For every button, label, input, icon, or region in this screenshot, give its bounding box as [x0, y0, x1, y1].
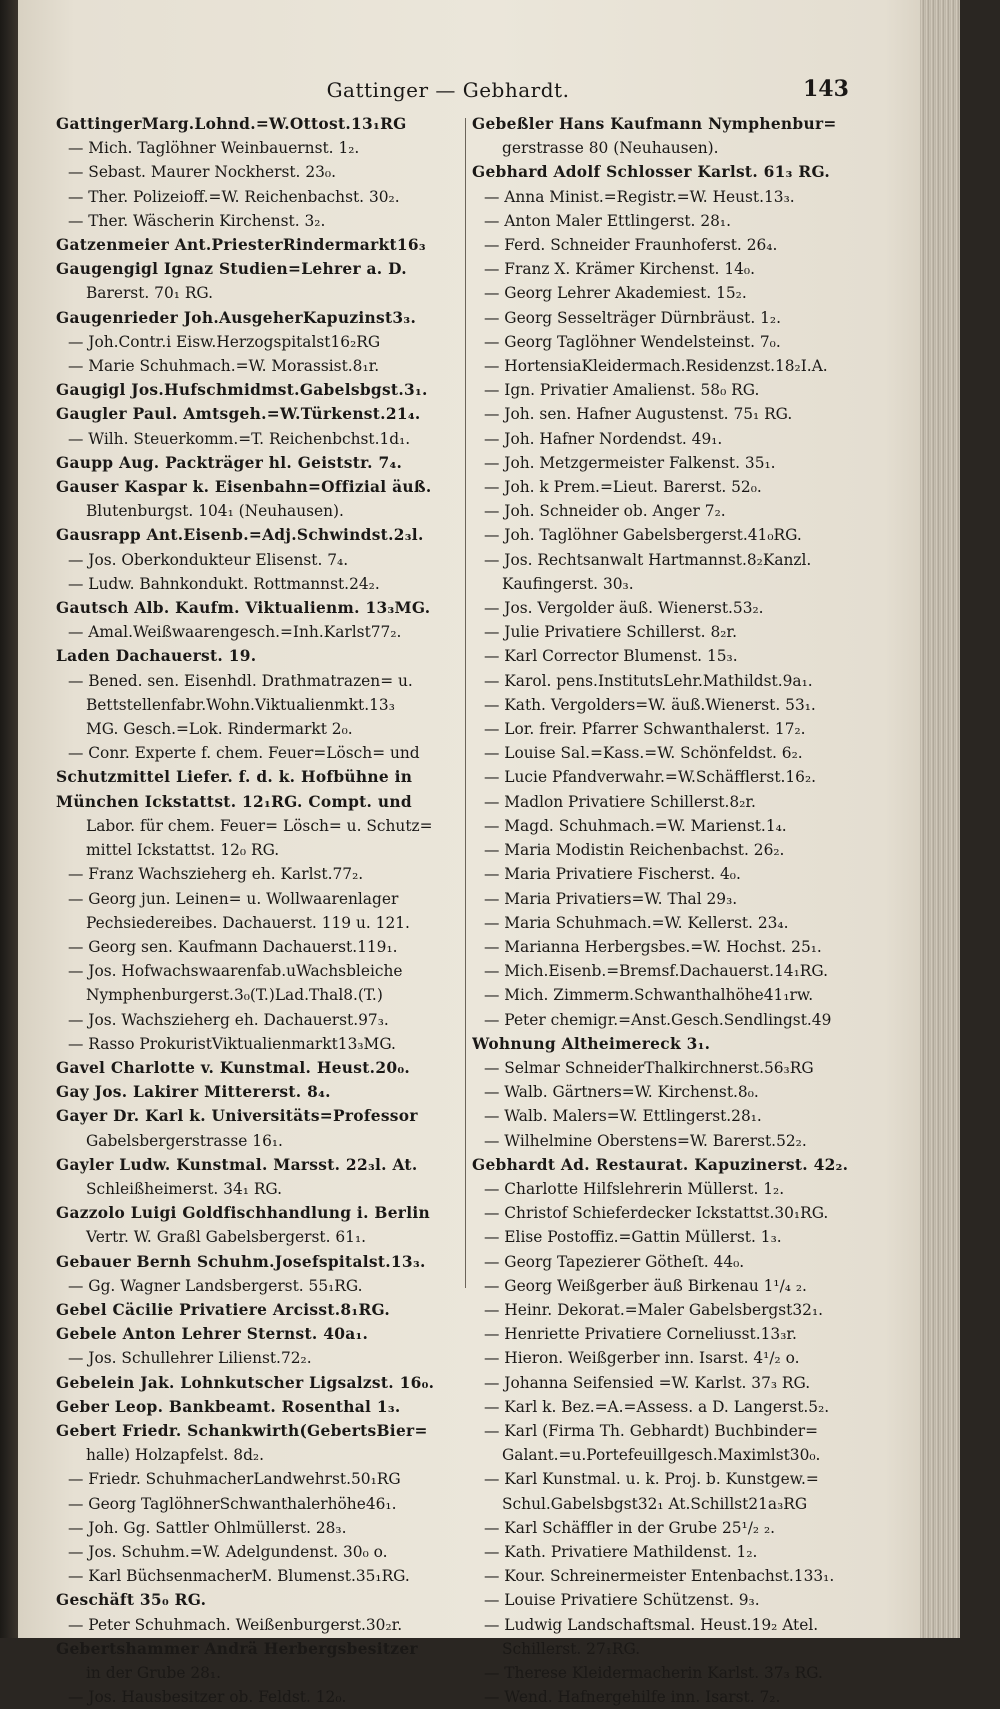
directory-entry: — Joh. Gg. Sattler Ohlmüllerst. 28₃.	[68, 1518, 347, 1537]
directory-entry: — Ludwig Landschaftsmal. Heust.19₂ Atel.	[484, 1615, 819, 1634]
directory-entry: gerstrasse 80 (Neuhausen).	[502, 139, 719, 158]
scan-margin	[0, 0, 18, 1638]
directory-entry: — Karl Schäffler in der Grube 25¹/₂ ₂.	[484, 1518, 776, 1537]
directory-entry: — Jos. Hofwachswaarenfab.uWachsbleiche	[68, 962, 403, 981]
directory-entry: — Ther. Polizeioff.=W. Reichenbachst. 30₂.	[68, 187, 400, 206]
directory-entry: — Peter Schuhmach. Weißenburgerst.30₂r.	[68, 1615, 403, 1634]
directory-entry: München Ickstattst. 12₁RG. Compt. und	[56, 792, 412, 811]
directory-entry: — Georg Weißgerber äuß Birkenau 1¹/₄ ₂.	[484, 1276, 807, 1295]
directory-entry: — Marianna Herbergsbes.=W. Hochst. 25₁.	[484, 937, 822, 956]
directory-entry: — Jos. Hausbesitzer ob. Feldst. 12₀.	[68, 1688, 347, 1707]
directory-entry: — Walb. Malers=W. Ettlingerst.28₁.	[484, 1107, 762, 1126]
directory-entry: Gayler Ludw. Kunstmal. Marsst. 22₃l. At.	[56, 1155, 418, 1174]
directory-entry: — Joh. k Prem.=Lieut. Barerst. 52₀.	[484, 478, 762, 497]
directory-entry: — Karol. pens.InstitutsLehr.Mathildst.9a₁.	[484, 671, 813, 690]
directory-entry: Gebauer Bernh Schuhm.Josefspitalst.13₃.	[56, 1252, 426, 1271]
directory-entry: — Georg Tapezierer Götheſt. 44₀.	[484, 1252, 745, 1271]
directory-entry: Gausrapp Ant.Eisenb.=Adj.Schwindst.2₃l.	[56, 526, 424, 545]
directory-entry: — Magd. Schuhmach.=W. Marienst.1₄.	[484, 816, 787, 835]
directory-entry: — Joh. Hafner Nordendst. 49₁.	[484, 429, 723, 448]
directory-entry: — Louise Sal.=Kass.=W. Schönfeldst. 6₂.	[484, 744, 803, 763]
directory-entry: — Kour. Schreinermeister Entenbachst.133₁.	[484, 1567, 835, 1586]
directory-entry: Schutzmittel Liefer. f. d. k. Hofbühne in	[56, 768, 413, 787]
directory-entry: — Jos. Schullehrer Lilienst.72₂.	[68, 1349, 312, 1368]
directory-entry: Gaugenrieder Joh.AusgeherKapuzinst3₃.	[56, 308, 417, 327]
directory-entry: — Maria Modistin Reichenbachst. 26₂.	[484, 841, 785, 860]
page-edge	[920, 0, 960, 1638]
directory-entry: Nymphenburgerst.3₀(T.)Lad.Thal8.(T.)	[86, 986, 383, 1005]
directory-entry: Gaugigl Jos.Hufschmidmst.Gabelsbgst.3₁.	[56, 381, 428, 400]
directory-entry: — Ther. Wäscherin Kirchenst. 3₂.	[68, 211, 326, 230]
directory-entry: Schillerst. 27₁RG.	[502, 1639, 641, 1658]
directory-entry: — Jos. Schuhm.=W. Adelgundenst. 30₀ o.	[68, 1542, 388, 1561]
directory-entry: — Selmar SchneiderThalkirchnerst.56₃RG	[484, 1058, 814, 1077]
directory-entry: — Maria Schuhmach.=W. Kellerst. 23₄.	[484, 913, 789, 932]
directory-entry: Gebhardt Ad. Restaurat. Kapuzinerst. 42₂.	[472, 1155, 849, 1174]
directory-entry: — Karl (Firma Th. Gebhardt) Buchbinder=	[484, 1421, 819, 1440]
directory-entry: — Franz X. Krämer Kirchenst. 14₀.	[484, 260, 755, 279]
directory-entry: — Joh. Taglöhner Gabelsbergerst.41₀RG.	[484, 526, 802, 545]
directory-entry: — Therese Kleidermacherin Karlst. 37₃ RG.	[484, 1664, 823, 1682]
directory-entry: — Maria Privatiere Fischerst. 4₀.	[484, 865, 741, 884]
directory-entry: — Johanna Seifensied =W. Karlst. 37₃ RG.	[484, 1373, 811, 1392]
directory-entry: — Lucie Pfandverwahr.=W.Schäfflerst.16₂.	[484, 768, 817, 787]
directory-entry: Kaufingerst. 30₃.	[502, 574, 634, 593]
directory-entry: — Friedr. SchuhmacherLandwehrst.50₁RG	[68, 1470, 401, 1489]
directory-entry: — Maria Privatiers=W. Thal 29₃.	[484, 889, 738, 908]
directory-entry: Gaupp Aug. Packträger hl. Geiststr. 7₄.	[56, 453, 403, 472]
directory-entry: — Bened. sen. Eisenhdl. Drathmatrazen= u.	[68, 671, 413, 690]
directory-entry: — Sebast. Maurer Nockherst. 23₀.	[68, 163, 336, 182]
directory-entry: — Julie Privatiere Schillerst. 8₂r.	[484, 623, 737, 642]
directory-entry: — Rasso ProkuristViktualienmarkt13₃MG.	[68, 1034, 396, 1053]
directory-entry: — HortensiaKleidermach.Residenzst.18₂I.A.	[484, 357, 828, 376]
directory-entry: mittel Ickstattst. 12₀ RG.	[86, 841, 280, 860]
directory-entry: — Kath. Privatiere Mathildenst. 1₂.	[484, 1542, 758, 1561]
directory-entry: — Ign. Privatier Amalienst. 58₀ RG.	[484, 381, 760, 400]
directory-entry: — Lor. freir. Pfarrer Schwanthalerst. 17₂.	[484, 720, 806, 739]
running-head: Gattinger — Gebhardt.	[326, 78, 570, 102]
directory-entry: — Conr. Experte f. chem. Feuer=Lösch= und	[68, 744, 420, 763]
page-number: 143	[803, 76, 849, 102]
directory-entry: Gebelein Jak. Lohnkutscher Ligsalzst. 16₀.	[56, 1373, 435, 1392]
directory-entry: — Mich.Eisenb.=Bremsf.Dachauerst.14₁RG.	[484, 962, 828, 981]
directory-entry: — Karl Kunstmal. u. k. Proj. b. Kunstgew.=	[484, 1470, 819, 1489]
directory-entry: Geber Leop. Bankbeamt. Rosenthal 1₃.	[56, 1397, 401, 1416]
directory-entry: — Heinr. Dekorat.=Maler Gabelsbergst32₁.	[484, 1300, 824, 1319]
directory-entry: Gaugler Paul. Amtsgeh.=W.Türkenst.21₄.	[56, 405, 421, 424]
directory-entry: — Georg Sesselträger Dürnbräust. 1₂.	[484, 308, 781, 327]
right-column	[472, 112, 862, 1709]
directory-entry: — Mich. Taglöhner Weinbauernst. 1₂.	[68, 139, 360, 158]
directory-entry: Gayer Dr. Karl k. Universitäts=Professor	[56, 1107, 418, 1126]
directory-entry: Gatzenmeier Ant.PriesterRindermarkt16₃	[56, 236, 426, 255]
directory-entry: — Karl Corrector Blumenst. 15₃.	[484, 647, 738, 666]
directory-entry: — Gg. Wagner Landsbergerst. 55₁RG.	[68, 1276, 363, 1295]
directory-entry: Gebhard Adolf Schlosser Karlst. 61₃ RG.	[472, 163, 831, 182]
directory-entry: — Joh. sen. Hafner Augustenst. 75₁ RG.	[484, 405, 793, 424]
directory-entry: — Amal.Weißwaarengesch.=Inh.Karlst77₂.	[68, 623, 402, 642]
directory-entry: Schleißheimerst. 34₁ RG.	[86, 1179, 283, 1198]
directory-page	[18, 0, 960, 1707]
directory-entry: Gebert Friedr. Schankwirth(GebertsBier=	[56, 1421, 428, 1440]
directory-entry: Gay Jos. Lakirer Mittererst. 8₄.	[56, 1083, 331, 1102]
directory-entry: — Wend. Hafnergehilfe inn. Isarst. 7₂.	[484, 1688, 781, 1707]
directory-entry: — Georg Lehrer Akademiest. 15₂.	[484, 284, 747, 303]
directory-entry: — Franz Wachszieherg eh. Karlst.77₂.	[68, 865, 364, 884]
directory-entry: — Marie Schuhmach.=W. Morassist.8₁r.	[68, 357, 380, 376]
directory-entry: — Joh. Schneider ob. Anger 7₂.	[484, 502, 726, 521]
directory-entry: Labor. für chem. Feuer= Lösch= u. Schutz=	[86, 816, 433, 835]
directory-entry: Galant.=u.Portefeuillgesch.Maximlst30₀.	[502, 1446, 821, 1465]
directory-entry: — Charlotte Hilfslehrerin Müllerst. 1₂.	[484, 1179, 785, 1198]
directory-entry: Gebeßler Hans Kaufmann Nymphenbur=	[472, 115, 837, 133]
directory-entry: — Walb. Gärtners=W. Kirchenst.8₀.	[484, 1083, 759, 1102]
directory-entry: Wohnung Altheimereck 3₁.	[472, 1034, 711, 1053]
directory-entry: Blutenburgst. 104₁ (Neuhausen).	[86, 502, 344, 521]
directory-entry: Gautsch Alb. Kaufm. Viktualienm. 13₃MG.	[56, 599, 431, 618]
directory-entry: GattingerMarg.Lohnd.=W.Ottost.13₁RG	[56, 115, 407, 133]
directory-entry: Geschäft 35₀ RG.	[56, 1591, 207, 1610]
directory-entry: — Wilh. Steuerkomm.=T. Reichenbchst.1d₁.	[68, 429, 411, 448]
directory-entry: — Anna Minist.=Registr.=W. Heust.13₃.	[484, 187, 795, 206]
directory-entry: — Anton Maler Ettlingerst. 28₁.	[484, 211, 731, 230]
directory-entry: Gebel Cäcilie Privatiere Arcisst.8₁RG.	[56, 1300, 391, 1319]
directory-entry: Gebele Anton Lehrer Sternst. 40a₁.	[56, 1325, 369, 1344]
directory-entry: — Georg jun. Leinen= u. Wollwaarenlager	[68, 889, 399, 908]
directory-entry: — Karl k. Bez.=A.=Assess. a D. Langerst.5₂.	[484, 1397, 830, 1416]
directory-entry: — Jos. Vergolder äuß. Wienerst.53₂.	[484, 599, 764, 618]
directory-entry: Gazzolo Luigi Goldfischhandlung i. Berlin	[56, 1204, 430, 1223]
directory-entry: — Jos. Wachszieherg eh. Dachauerst.97₃.	[68, 1010, 389, 1029]
directory-entry: halle) Holzapfelst. 8d₂.	[86, 1446, 264, 1465]
directory-entry: — Henriette Privatiere Corneliusst.13₃r.	[484, 1325, 797, 1344]
directory-entry: — Christof Schieferdecker Ickstattst.30₁RG.	[484, 1204, 829, 1223]
directory-entry: — Elise Postoffiz.=Gattin Müllerst. 1₃.	[484, 1228, 782, 1247]
directory-entry: Gabelsbergerstrasse 16₁.	[86, 1131, 283, 1150]
directory-entry: Gauser Kaspar k. Eisenbahn=Offizial äuß.	[56, 478, 432, 497]
directory-entry: — Madlon Privatiere Schillerst.8₂r.	[484, 792, 756, 811]
directory-entry: — Georg TaglöhnerSchwanthalerhöhe46₁.	[68, 1494, 397, 1513]
directory-entry: — Jos. Rechtsanwalt Hartmannst.8₂Kanzl.	[484, 550, 812, 569]
directory-entry: — Peter chemigr.=Anst.Gesch.Sendlingst.49	[484, 1010, 832, 1029]
left-column	[56, 112, 466, 1709]
directory-entry: — Jos. Oberkondukteur Elisenst. 7₄.	[68, 550, 349, 569]
directory-entry: in der Grube 28₁.	[86, 1664, 221, 1682]
directory-entry: MG. Gesch.=Lok. Rindermarkt 2₀.	[86, 720, 353, 739]
directory-entry: Gavel Charlotte v. Kunstmal. Heust.20₀.	[56, 1058, 411, 1077]
directory-entry: — Wilhelmine Oberstens=W. Barerst.52₂.	[484, 1131, 807, 1150]
directory-entry: — Kath. Vergolders=W. äuß.Wienerst. 53₁.	[484, 695, 816, 714]
directory-entry: — Hieron. Weißgerber inn. Isarst. 4¹/₂ o.	[484, 1349, 800, 1368]
directory-entry: — Ludw. Bahnkondukt. Rottmannst.24₂.	[68, 574, 380, 593]
directory-entry: — Louise Privatiere Schützenst. 9₃.	[484, 1591, 760, 1610]
directory-entry: Barerst. 70₁ RG.	[86, 284, 214, 303]
directory-entry: — Joh. Metzgermeister Falkenst. 35₁.	[484, 453, 776, 472]
directory-entry: — Mich. Zimmerm.Schwanthalhöhe41₁rw.	[484, 986, 814, 1005]
directory-entry: Schul.Gabelsbgst32₁ At.Schillst21a₃RG	[502, 1494, 808, 1513]
directory-entry: Pechsiedereibes. Dachauerst. 119 u. 121.	[86, 913, 410, 932]
directory-entry: Laden Dachauerst. 19.	[56, 647, 257, 666]
directory-entry: Vertr. W. Graßl Gabelsbergerst. 61₁.	[86, 1228, 367, 1247]
directory-entry: Gaugengigl Ignaz Studien=Lehrer a. D.	[56, 260, 407, 279]
directory-entry: — Georg sen. Kaufmann Dachauerst.119₁.	[68, 937, 398, 956]
directory-entry: — Georg Taglöhner Wendelsteinst. 7₀.	[484, 332, 781, 351]
directory-entry: — Joh.Contr.i Eisw.Herzogspitalst16₂RG	[68, 332, 381, 351]
directory-entry: Bettstellenfabr.Wohn.Viktualienmkt.13₃	[86, 695, 395, 714]
directory-entry: — Ferd. Schneider Fraunhoferst. 26₄.	[484, 236, 778, 255]
directory-entry: Gebertshammer Andrä Herbergsbesitzer	[56, 1639, 418, 1658]
directory-entry: — Karl BüchsenmacherM. Blumenst.35₁RG.	[68, 1567, 410, 1586]
